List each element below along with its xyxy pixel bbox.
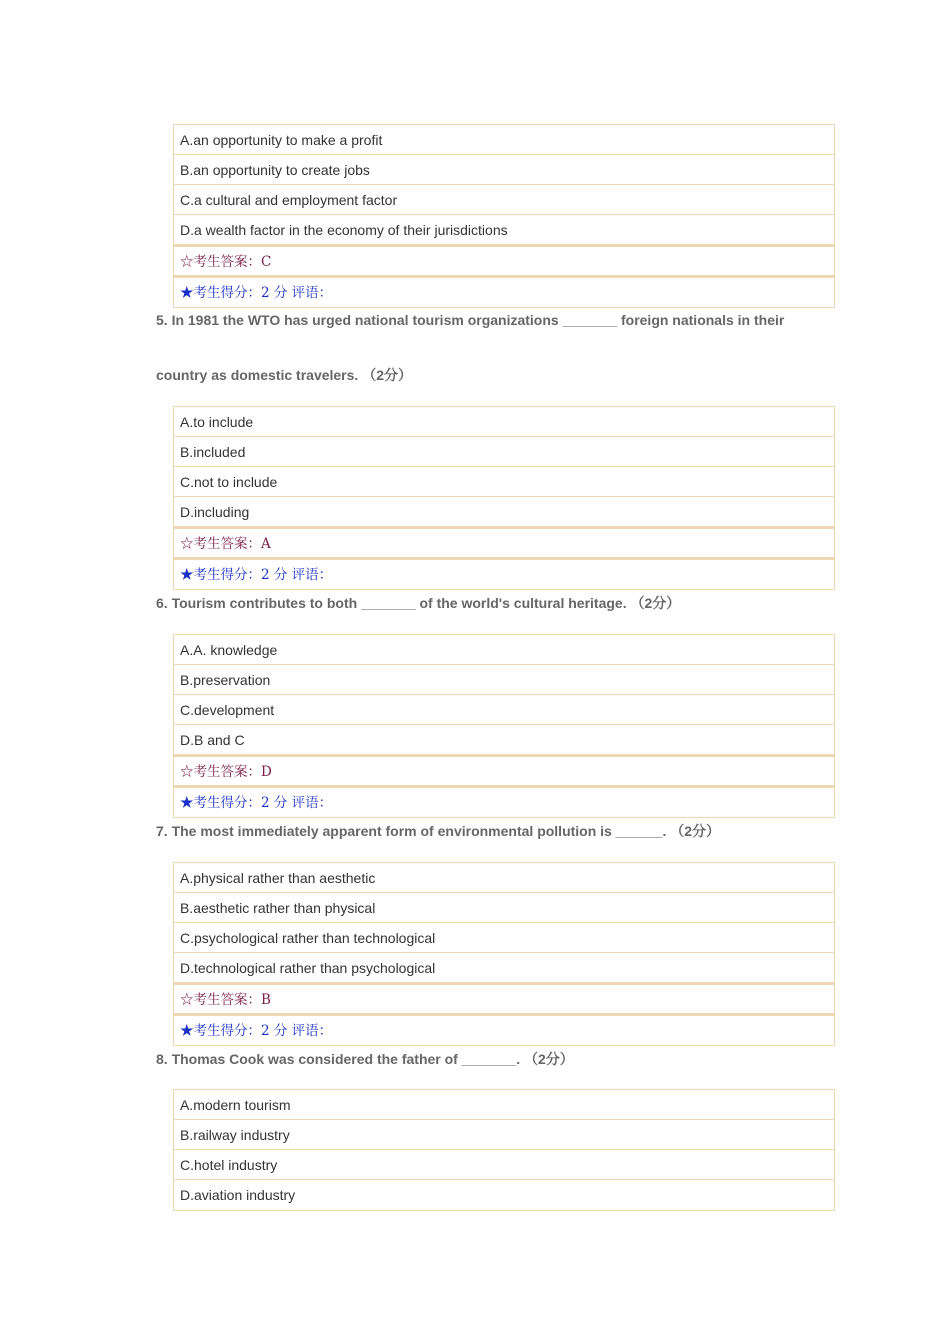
options-table-q8 <box>173 1089 835 1211</box>
option-c: C.hotel industry <box>174 1150 834 1180</box>
question-5-line-2: country as domestic travelers. （2分） <box>156 367 412 383</box>
student-answer: ☆考生答案：C <box>174 245 834 276</box>
option-a: A.an opportunity to make a profit <box>174 125 834 155</box>
question-6: 6. Tourism contributes to both _______ of the world's cultural heritage. （2分） <box>156 595 681 611</box>
options-table-q5 <box>173 406 835 590</box>
student-score: ★考生得分：2 分 评语： <box>174 558 834 589</box>
option-a: A.A. knowledge <box>174 635 834 665</box>
option-d: D.including <box>174 497 834 527</box>
option-d: D.aviation industry <box>180 1187 296 1203</box>
option-d: D.B and C <box>174 725 834 755</box>
option-a: A.to include <box>174 407 834 437</box>
student-answer: ☆考生答案：A <box>174 527 834 558</box>
option-c: C.a cultural and employment factor <box>174 185 834 215</box>
question-8: 8. Thomas Cook was considered the father of _______. （2分） <box>156 1051 574 1067</box>
student-score: ★考生得分：2 分 评语： <box>174 1014 834 1045</box>
option-b: B.an opportunity to create jobs <box>174 155 834 185</box>
options-table-q4 <box>173 124 835 308</box>
student-score: ★考生得分：2 分 评语： <box>174 276 834 307</box>
question-5-line-1: 5. In 1981 the WTO has urged national tourism organizations _______ foreign nationals in their <box>156 312 785 328</box>
student-score: ★考生得分：2 分 评语： <box>174 786 834 817</box>
option-b: B.aesthetic rather than physical <box>174 893 834 923</box>
option-a: A.physical rather than aesthetic <box>174 863 834 893</box>
option-d: D.technological rather than psychological <box>174 953 834 983</box>
question-7: 7. The most immediately apparent form of environmental pollution is ______. （2分） <box>156 823 721 839</box>
option-b: B.railway industry <box>174 1120 834 1150</box>
options-table-q7 <box>173 862 835 1046</box>
student-answer: ☆考生答案：D <box>174 755 834 786</box>
option-b: B.included <box>174 437 834 467</box>
option-a: A.modern tourism <box>174 1090 834 1120</box>
option-b: B.preservation <box>174 665 834 695</box>
option-d: D.a wealth factor in the economy of their jurisdictions <box>174 215 834 245</box>
options-table-q6 <box>173 634 835 818</box>
option-c: C.not to include <box>174 467 834 497</box>
option-c: C.development <box>174 695 834 725</box>
option-c: C.psychological rather than technological <box>174 923 834 953</box>
student-answer: ☆考生答案：B <box>174 983 834 1014</box>
